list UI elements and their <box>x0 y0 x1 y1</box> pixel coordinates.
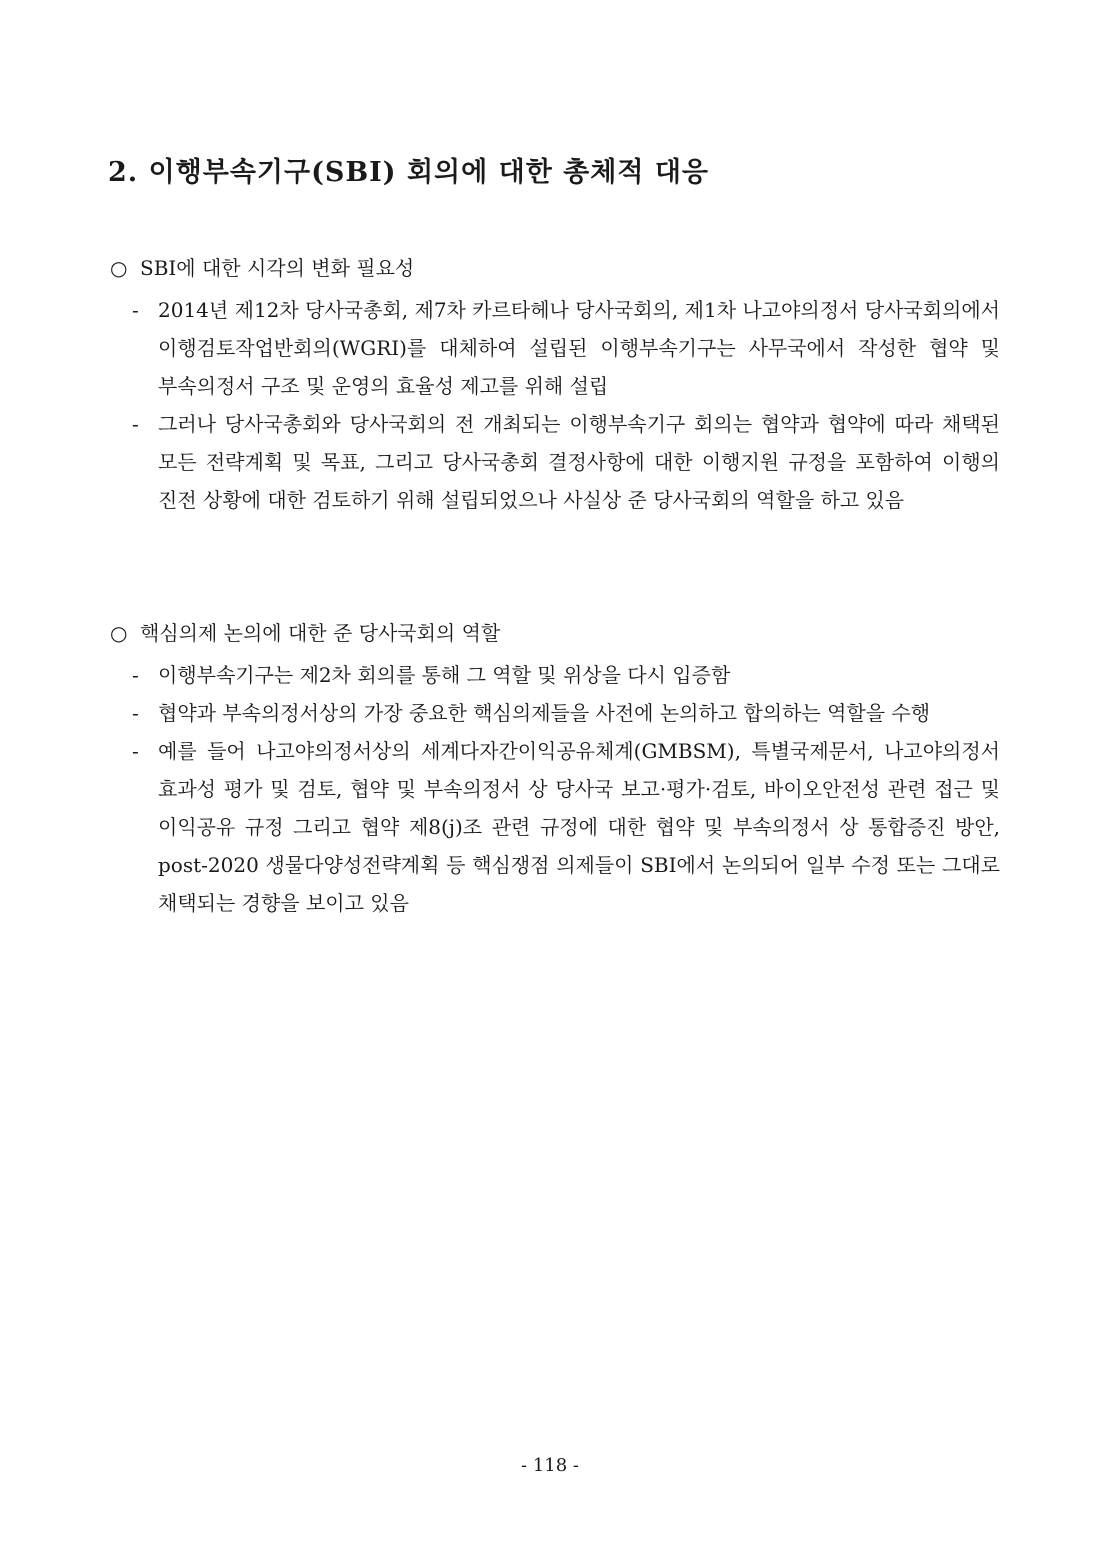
section-title: 2. 이행부속기구(SBI) 회의에 대한 총체적 대응 <box>108 157 709 188</box>
bullet-list <box>110 656 1000 922</box>
section-sbi-perspective <box>110 250 1000 519</box>
circle-bullet-icon: ○ <box>110 621 128 645</box>
list-item <box>110 694 1000 732</box>
dash-marker: - <box>132 739 139 763</box>
dash-marker: - <box>132 663 139 687</box>
list-item <box>110 656 1000 694</box>
heading-text: 핵심의제 논의에 대한 준 당사국회의 역할 <box>140 621 501 645</box>
heading-text: SBI에 대한 시각의 변화 필요성 <box>140 256 415 280</box>
list-item-text: 예를 들어 나고야의정서상의 세계다자간이익공유체계(GMBSM), 특별국제문서, 나고야의정서 효과성 평가 및 검토, 협약 및 부속의정서 상 당사국 보고·평가·검토, 바이오안전성 관련 접근 및 이익공유 규정 그리고 협약 제8(j)조 관련 규정에 대한 협약 및 부속의정서 상 통합증진 방안, post-2020 생물다양성전략계획 등 핵심쟁점 의제들이 SBI에서 논의되어 일부 수정 또는 그대로 채택되는 경향을 보이고 있음 <box>158 739 1000 915</box>
page-number: - 118 - <box>521 1455 579 1476</box>
circle-bullet-icon: ○ <box>110 256 128 280</box>
list-item <box>110 291 1000 405</box>
section-heading <box>110 250 1000 286</box>
dash-marker: - <box>132 701 139 725</box>
list-item-text: 협약과 부속의정서상의 가장 중요한 핵심의제들을 사전에 논의하고 합의하는 역할을 수행 <box>158 701 931 725</box>
list-item-text: 2014년 제12차 당사국총회, 제7차 카르타헤나 당사국회의, 제1차 나고야의정서 당사국회의에서 이행검토작업반회의(WGRI)를 대체하여 설립된 이행부속기구는 사무국에서 작성한 협약 및 부속의정서 구조 및 운영의 효율성 제고를 위해 설립 <box>158 298 1000 398</box>
list-item <box>110 732 1000 922</box>
bullet-list <box>110 291 1000 519</box>
list-item-text: 이행부속기구는 제2차 회의를 통해 그 역할 및 위상을 다시 입증함 <box>158 663 731 687</box>
section-heading <box>110 615 1000 651</box>
dash-marker: - <box>132 412 139 436</box>
list-item <box>110 405 1000 519</box>
list-item-text: 그러나 당사국총회와 당사국회의 전 개최되는 이행부속기구 회의는 협약과 협약에 따라 채택된 모든 전략계획 및 목표, 그리고 당사국총회 결정사항에 대한 이행지원 규정을 포함하여 이행의 진전 상황에 대한 검토하기 위해 설립되었으나 사실상 준 당사국회의 역할을 하고 있음 <box>158 412 1000 512</box>
section-core-agenda <box>110 615 1000 922</box>
dash-marker: - <box>132 298 139 322</box>
